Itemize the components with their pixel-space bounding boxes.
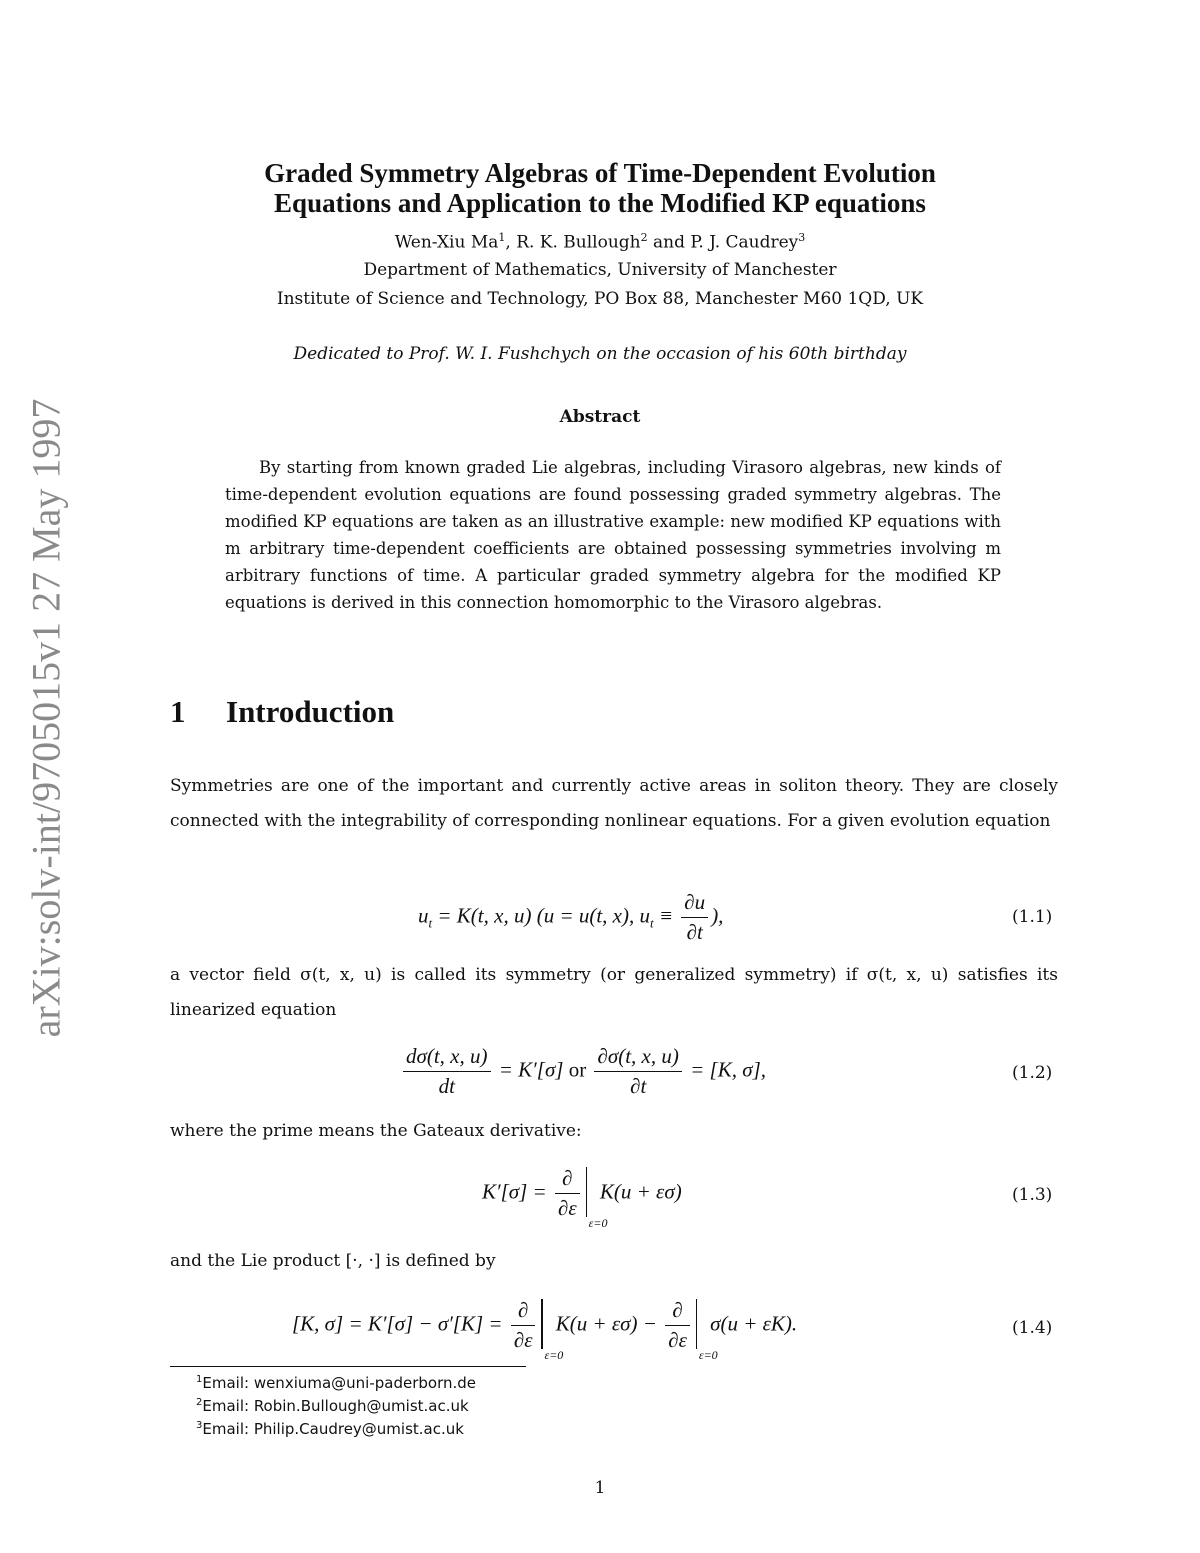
eq-term: σ(u + εK). bbox=[704, 1311, 798, 1336]
abstract-paragraph: By starting from known graded Lie algebras, including Virasoro algebras, new kinds of time-dependent evolution equations are found possessing graded symmetry algebras. The modified KP equations are taken as an illustrative example: new modified KP equations with m arbitrary time-dependent coefficients are obtained possessing symmetries involving m arbitrary functions of time. A particular graded symmetry algebra for the modified KP equations is derived in this connection homomorphic to the Virasoro algebras. bbox=[225, 458, 1001, 612]
fraction-denominator: ∂t bbox=[686, 920, 703, 944]
dedication: Dedicated to Prof. W. I. Fushchych on the occasion of his 60th birthday bbox=[293, 344, 907, 364]
paragraph-text: and the Lie product [·, ·] is defined by bbox=[170, 1251, 496, 1271]
fraction-denominator: ∂ε bbox=[668, 1328, 687, 1352]
paragraph-text: where the prime means the Gateaux derivative: bbox=[170, 1121, 582, 1141]
evaluation-point: ε=0 bbox=[698, 1347, 718, 1362]
eq-term: = K′[σ] bbox=[493, 1057, 569, 1082]
eq-fraction bbox=[403, 1044, 491, 1099]
intro-paragraph-1 bbox=[170, 769, 1058, 839]
author-caudrey-mark: 3 bbox=[798, 231, 806, 244]
eq-term: K′[σ] = bbox=[482, 1179, 552, 1204]
author-bullough-mark: 2 bbox=[640, 231, 648, 244]
intro-paragraph-2 bbox=[170, 958, 1058, 1028]
eq-term: K(u + εσ) bbox=[594, 1179, 682, 1204]
fraction-denominator: ∂ε bbox=[557, 1196, 577, 1220]
eq-subscript: t bbox=[428, 915, 433, 931]
equation-number-1-1: (1.1) bbox=[1012, 907, 1053, 927]
eq-term: ≡ bbox=[653, 903, 679, 928]
evaluation-bar bbox=[583, 1167, 608, 1230]
author-separator: , bbox=[505, 232, 517, 253]
fraction-denominator: ∂ε bbox=[513, 1328, 533, 1352]
title-line-1: Graded Symmetry Algebras of Time-Dependent Evolution bbox=[264, 158, 936, 188]
page-number: 1 bbox=[594, 1478, 606, 1498]
eq-fraction bbox=[555, 1166, 580, 1221]
paragraph-text: Symmetries are one of the important and currently active areas in soliton theory. They are closely connected with the integrability of corresponding nonlinear equations. For a given evolution equation bbox=[170, 776, 1058, 831]
author-ma: Wen-Xiu Ma bbox=[394, 232, 499, 253]
paragraph-text: a vector field σ(t, x, u) is called its symmetry (or generalized symmetry) if σ(t, x, u) satisfies its linearized equation bbox=[170, 965, 1058, 1020]
fraction-numerator: ∂u bbox=[681, 890, 708, 918]
fraction-denominator: ∂t bbox=[630, 1074, 647, 1098]
eq-term: = K(t, x, u) (u = u(t, x), u bbox=[432, 903, 650, 928]
eq-fraction bbox=[594, 1044, 681, 1099]
equation-1-4 bbox=[292, 1298, 798, 1362]
equation-1-2 bbox=[400, 1044, 766, 1099]
footnote-text: Email: wenxiuma@uni-paderborn.de bbox=[202, 1374, 477, 1392]
evaluation-bar bbox=[693, 1299, 718, 1362]
footnote-mark: 2 bbox=[196, 1397, 203, 1408]
footnote-3 bbox=[196, 1420, 464, 1438]
footnote-text: Email: Robin.Bullough@umist.ac.uk bbox=[202, 1397, 469, 1415]
fraction-denominator: dt bbox=[438, 1074, 455, 1098]
fraction-numerator: ∂ bbox=[555, 1166, 580, 1194]
eq-fraction bbox=[681, 890, 708, 945]
eq-connective: or bbox=[568, 1057, 587, 1082]
abstract-body bbox=[225, 454, 1001, 616]
footnote-mark: 3 bbox=[196, 1420, 203, 1431]
arxiv-identifier: arXiv:solv-int/9705015v1 27 May 1997 bbox=[23, 398, 69, 1038]
title-line-2: Equations and Application to the Modified KP equations bbox=[274, 188, 926, 218]
eq-subscript: t bbox=[650, 915, 654, 931]
footnote-rule bbox=[170, 1366, 526, 1367]
eq-term: = [K, σ], bbox=[684, 1057, 766, 1082]
footnote-2 bbox=[196, 1397, 469, 1415]
paper-title bbox=[0, 158, 1200, 218]
fraction-numerator: dσ(t, x, u) bbox=[403, 1044, 491, 1072]
fraction-numerator: ∂ bbox=[665, 1298, 690, 1326]
affiliation-line-2: Institute of Science and Technology, PO Box 88, Manchester M60 1QD, UK bbox=[276, 289, 924, 309]
author-caudrey: P. J. Caudrey bbox=[690, 232, 799, 253]
author-bullough: R. K. Bullough bbox=[516, 232, 641, 253]
equation-number-1-2: (1.2) bbox=[1012, 1063, 1053, 1083]
evaluation-point: ε=0 bbox=[544, 1347, 564, 1362]
equation-1-3 bbox=[482, 1166, 682, 1230]
evaluation-bar bbox=[538, 1299, 564, 1362]
equation-number-1-3: (1.3) bbox=[1012, 1185, 1053, 1205]
abstract-heading: Abstract bbox=[559, 407, 641, 427]
fraction-numerator: ∂σ(t, x, u) bbox=[594, 1044, 681, 1072]
section-number: 1 bbox=[170, 694, 186, 729]
author-separator: and bbox=[647, 232, 691, 253]
fraction-numerator: ∂ bbox=[511, 1298, 536, 1326]
eq-fraction bbox=[665, 1298, 690, 1353]
eq-fraction bbox=[511, 1298, 536, 1353]
eq-term: u bbox=[418, 903, 429, 928]
author-list bbox=[0, 231, 1200, 253]
footnote-text: Email: Philip.Caudrey@umist.ac.uk bbox=[202, 1420, 464, 1438]
intro-paragraph-4 bbox=[170, 1244, 1058, 1279]
equation-number-1-4: (1.4) bbox=[1012, 1318, 1053, 1338]
equation-1-1 bbox=[418, 890, 723, 945]
eq-term: [K, σ] = K′[σ] − σ′[K] = bbox=[292, 1311, 508, 1336]
intro-paragraph-3 bbox=[170, 1114, 1058, 1149]
affiliation-line-1: Department of Mathematics, University of Manchester bbox=[363, 260, 837, 280]
section-title: Introduction bbox=[226, 694, 395, 729]
evaluation-point: ε=0 bbox=[588, 1215, 608, 1230]
footnote-mark: 1 bbox=[196, 1374, 203, 1385]
footnote-1 bbox=[196, 1374, 476, 1392]
eq-term: K(u + εσ) − bbox=[550, 1311, 663, 1336]
eq-term: ), bbox=[711, 903, 724, 928]
author-ma-mark: 1 bbox=[498, 231, 506, 244]
